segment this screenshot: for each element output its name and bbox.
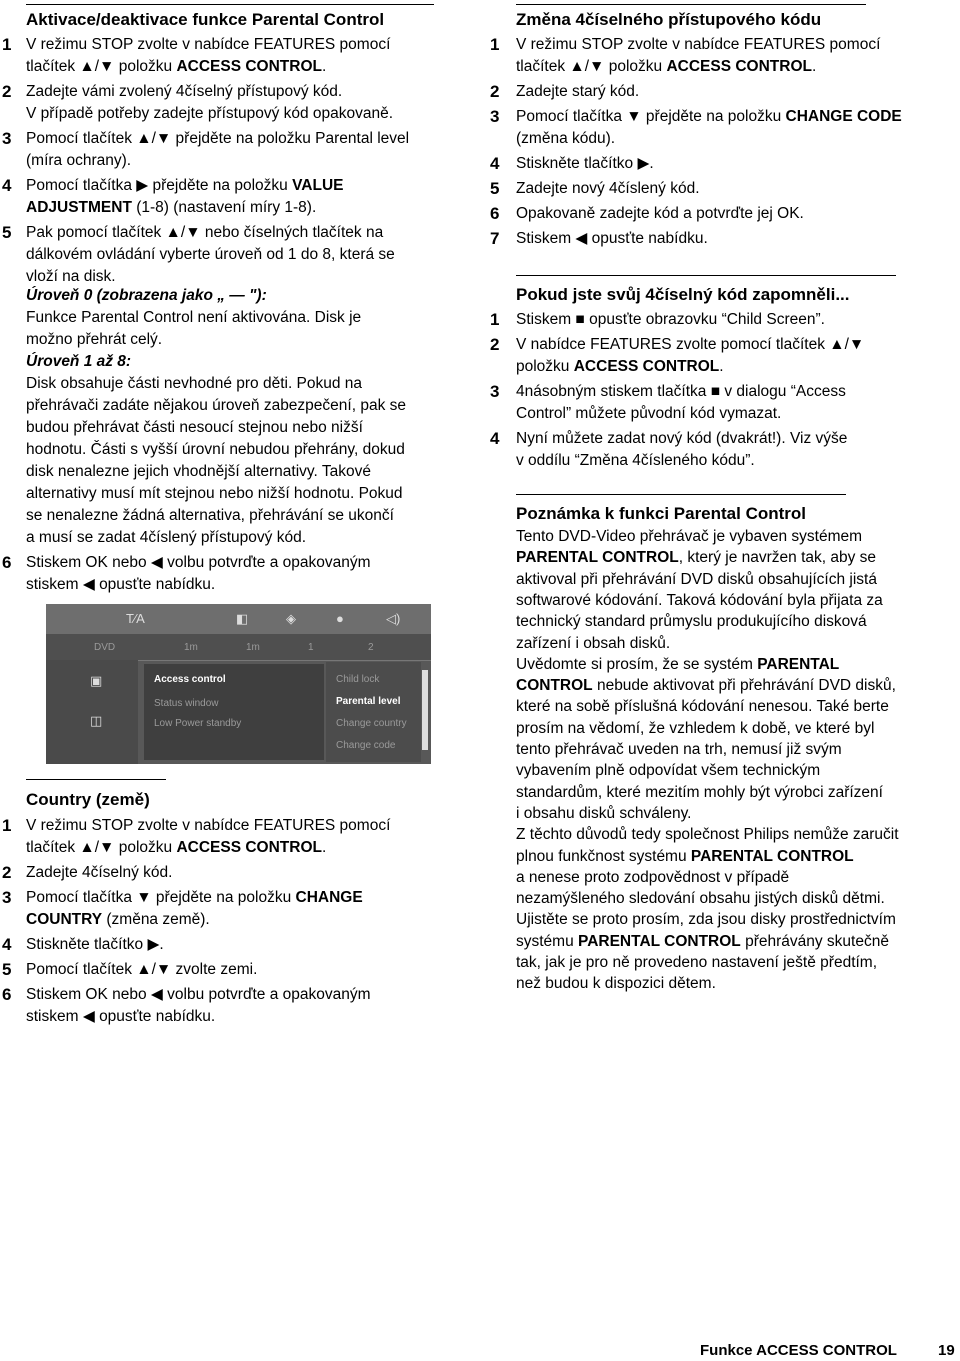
step-text: vloží na disk. bbox=[26, 268, 116, 285]
step-text: tlačítek ▲/▼ položku ACCESS CONTROL. bbox=[26, 58, 327, 75]
section-title-note: Poznámka k funkci Parental Control bbox=[516, 504, 807, 523]
note-line: Uvědomte si prosím, že se systém PARENTAL bbox=[516, 655, 840, 673]
menu-item[interactable]: Status window bbox=[154, 698, 219, 709]
menu-side-icon: ▣ bbox=[90, 673, 103, 688]
step-text: V případě potřeby zadejte přístupový kód opakovaně. bbox=[26, 105, 394, 122]
note-line: PARENTAL CONTROL, který je navržen tak, aby se bbox=[516, 549, 877, 567]
step-text: Zadejte starý kód. bbox=[516, 83, 640, 100]
disc-icon: ● bbox=[336, 611, 344, 626]
step-text: V režimu STOP zvolte v nabídce FEATURES pomocí bbox=[26, 36, 391, 53]
top-value: 1m bbox=[184, 642, 198, 653]
step-text: položku ACCESS CONTROL. bbox=[516, 358, 724, 375]
step-text: Zadejte vámi zvolený 4číselný přístupový kód. bbox=[26, 83, 343, 100]
top-value: 2 bbox=[368, 642, 374, 653]
section-title-country: Country (země) bbox=[26, 790, 150, 809]
note-line: než budou k dispozici dětem. bbox=[516, 975, 716, 993]
step-number: 2 bbox=[490, 335, 500, 354]
note-line: nezamýšleného sledování obsahu jistých disků dětmi. bbox=[516, 890, 885, 908]
submenu-item[interactable]: Child lock bbox=[336, 674, 380, 685]
step-number: 4 bbox=[490, 154, 500, 173]
note-line: vybavením plně odpovídat všem technickým bbox=[516, 762, 821, 780]
step-number: 5 bbox=[2, 960, 12, 979]
level-text: Funkce Parental Control není aktivována. Disk je bbox=[26, 309, 362, 326]
step-number: 3 bbox=[2, 888, 12, 907]
step-text: V nabídce FEATURES zvolte pomocí tlačítek ▲/▼ bbox=[516, 336, 865, 353]
top-value: 1 bbox=[308, 642, 314, 653]
submenu-item[interactable]: Change code bbox=[336, 740, 396, 751]
step-text: V režimu STOP zvolte v nabídce FEATURES pomocí bbox=[26, 817, 391, 834]
note-line: CONTROL nebude aktivovat při přehrávání DVD disků, bbox=[516, 677, 896, 695]
step-text: ADJUSTMENT (1-8) (nastavení míry 1-8). bbox=[26, 199, 317, 216]
scrollbar[interactable] bbox=[422, 670, 428, 750]
level-text: možno přehrát celý. bbox=[26, 331, 163, 348]
step-number: 1 bbox=[490, 310, 500, 329]
note-line: Z těchto důvodů tedy společnost Philips nemůže zaručit bbox=[516, 826, 899, 844]
note-line: které na sobě příslušná kódování nenesou. Také berte bbox=[516, 698, 889, 716]
section-rule bbox=[26, 779, 166, 780]
step-text: Stiskem OK nebo ◀ volbu potvrďte a opakovaným bbox=[26, 554, 371, 571]
step-number: 1 bbox=[2, 35, 12, 54]
level-heading: Úroveň 0 (zobrazena jako „ — "): bbox=[26, 287, 267, 304]
step-number: 3 bbox=[2, 129, 12, 148]
level-text: Disk obsahuje části nevhodné pro děti. Pokud na bbox=[26, 375, 363, 392]
step-number: 2 bbox=[2, 863, 12, 882]
section-title-parental: Aktivace/deaktivace funkce Parental Control bbox=[26, 10, 385, 29]
section-title-change-code: Změna 4číselného přístupového kódu bbox=[516, 10, 822, 29]
step-number: 1 bbox=[2, 816, 12, 835]
level-text: alternativy musí mít stejnou nebo nižší hodnotu. Pokud bbox=[26, 485, 403, 502]
step-number: 6 bbox=[2, 553, 12, 572]
step-text: Zadejte nový 4číslený kód. bbox=[516, 180, 700, 197]
submenu-item[interactable]: Parental level bbox=[336, 696, 401, 707]
menu-item[interactable]: Access control bbox=[154, 674, 226, 685]
step-text: Zadejte 4číselný kód. bbox=[26, 864, 173, 881]
menu-item[interactable]: Low Power standby bbox=[154, 718, 242, 729]
step-text: 4násobným stiskem tlačítka ■ v dialogu “Access bbox=[516, 383, 846, 400]
top-value: 1m bbox=[246, 642, 260, 653]
section-title-forgot: Pokud jste svůj 4číselný kód zapomněli... bbox=[516, 285, 850, 304]
step-text: COUNTRY (změna země). bbox=[26, 911, 210, 928]
note-line: standardům, které mezitím mohly být výrobci zařízení bbox=[516, 783, 883, 801]
note-line: a nenese proto zodpovědnost v případě bbox=[516, 868, 790, 886]
page-number: 19 bbox=[938, 1342, 955, 1359]
step-number: 4 bbox=[490, 429, 500, 448]
step-text: Opakovaně zadejte kód a potvrďte jej OK. bbox=[516, 205, 804, 222]
speaker-icon: ◁) bbox=[386, 611, 401, 626]
step-text: stiskem ◀ opusťte nabídku. bbox=[26, 576, 216, 593]
level-text: se nenalezne žádná alternativa, přehrávání se ukončí bbox=[26, 507, 394, 524]
step-number: 5 bbox=[490, 179, 500, 198]
step-text: Pomocí tlačítka ▼ přejděte na položku CHANGE bbox=[26, 889, 363, 906]
note-line: tak, jak je pro ně provedeno nastavení ještě předtím, bbox=[516, 954, 878, 971]
step-text: Pomocí tlačítek ▲/▼ přejděte na položku Parental level bbox=[26, 130, 410, 147]
note-line: prosím na vědomí, že vzhledem k době, ve které byl bbox=[516, 719, 875, 737]
note-line: Tento DVD-Video přehrávač je vybaven systémem bbox=[516, 528, 863, 545]
step-text: Pomocí tlačítka ▼ přejděte na položku CHANGE CODE bbox=[516, 108, 902, 125]
submenu-item[interactable]: Change country bbox=[336, 718, 407, 729]
step-number: 3 bbox=[490, 382, 500, 401]
step-text: v oddílu “Změna 4čísleného kódu”. bbox=[516, 452, 755, 469]
step-number: 7 bbox=[490, 229, 500, 248]
note-line: i obsahu disků schváleny. bbox=[516, 804, 692, 822]
step-text: dálkovém ovládání vyberte úroveň od 1 do 8, která se bbox=[26, 246, 395, 263]
step-number: 5 bbox=[2, 223, 12, 242]
settings-icon: ◈ bbox=[286, 611, 296, 626]
menu-side-icon: ◫ bbox=[90, 713, 103, 728]
step-text: Control” můžete původní kód vymazat. bbox=[516, 405, 782, 422]
step-text: V režimu STOP zvolte v nabídce FEATURES pomocí bbox=[516, 36, 881, 53]
section-rule bbox=[516, 4, 866, 5]
level-text: přehrávači zadáte nějakou úroveň zabezpečení, pak se bbox=[26, 397, 406, 414]
step-number: 2 bbox=[2, 82, 12, 101]
step-text: Pak pomocí tlačítek ▲/▼ nebo číselných tlačítek na bbox=[26, 224, 384, 241]
step-number: 4 bbox=[2, 935, 12, 954]
note-line: systému PARENTAL CONTROL přehrávány skutečně bbox=[516, 932, 889, 950]
section-rule bbox=[516, 275, 896, 276]
note-line: softwarové kódování. Taková kódování byla přijata za bbox=[516, 591, 883, 609]
footer-label: Funkce ACCESS CONTROL bbox=[700, 1342, 897, 1359]
note-line: aktivoval při přehrávání DVD disků obsahujících jistá bbox=[516, 570, 877, 588]
step-text: Nyní můžete zadat nový kód (dvakrát!). Viz výše bbox=[516, 430, 848, 447]
features-icon: T⁄A bbox=[126, 611, 145, 626]
step-text: stiskem ◀ opusťte nabídku. bbox=[26, 1008, 216, 1025]
step-text: Pomocí tlačítka ▶ přejděte na položku VALUE bbox=[26, 177, 344, 194]
step-text: Stiskem ◀ opusťte nabídku. bbox=[516, 230, 708, 247]
menu-screenshot bbox=[46, 604, 431, 764]
step-number: 6 bbox=[490, 204, 500, 223]
level-heading: Úroveň 1 až 8: bbox=[26, 353, 132, 370]
dvd-label: DVD bbox=[94, 642, 116, 653]
level-text: budou přehrávat části nesoucí stejnou nebo nižší bbox=[26, 419, 363, 436]
step-text: tlačítek ▲/▼ položku ACCESS CONTROL. bbox=[516, 58, 817, 75]
note-line: technický standard průmyslu produkujícího disková bbox=[516, 613, 867, 631]
step-text: Stiskem ■ opusťte obrazovku “Child Screen”. bbox=[516, 311, 825, 328]
step-text: (míra ochrany). bbox=[26, 152, 132, 169]
step-text: tlačítek ▲/▼ položku ACCESS CONTROL. bbox=[26, 839, 327, 856]
step-number: 3 bbox=[490, 107, 500, 126]
section-rule bbox=[26, 4, 434, 5]
note-line: zařízení i obsah disků. bbox=[516, 634, 671, 652]
note-line: plnou funkčnost systému PARENTAL CONTROL bbox=[516, 847, 854, 865]
level-text: disk nenalezne jejich vhodnější alternativy. Takové bbox=[26, 463, 371, 480]
step-number: 6 bbox=[2, 985, 12, 1004]
note-line: tento přehrávač uveden na trh, nemusí již svým bbox=[516, 741, 842, 758]
step-text: (změna kódu). bbox=[516, 130, 616, 147]
step-text: Stiskněte tlačítko ▶. bbox=[516, 155, 654, 172]
step-text: Stiskněte tlačítko ▶. bbox=[26, 936, 164, 953]
step-text: Pomocí tlačítek ▲/▼ zvolte zemi. bbox=[26, 961, 258, 978]
step-number: 1 bbox=[490, 35, 500, 54]
step-number: 2 bbox=[490, 82, 500, 101]
step-number: 4 bbox=[2, 176, 12, 195]
section-rule bbox=[516, 494, 846, 495]
note-line: Ujistěte se proto prosím, zda jsou disky prostřednictvím bbox=[516, 911, 896, 929]
level-text: hodnotu. Části s vyšší úrovní nebudou přehrány, dokud bbox=[26, 441, 405, 458]
step-text: Stiskem OK nebo ◀ volbu potvrďte a opakovaným bbox=[26, 986, 371, 1003]
level-text: a musí se zadat 4číslený přístupový kód. bbox=[26, 529, 306, 546]
audio-icon: ◧ bbox=[236, 611, 249, 626]
